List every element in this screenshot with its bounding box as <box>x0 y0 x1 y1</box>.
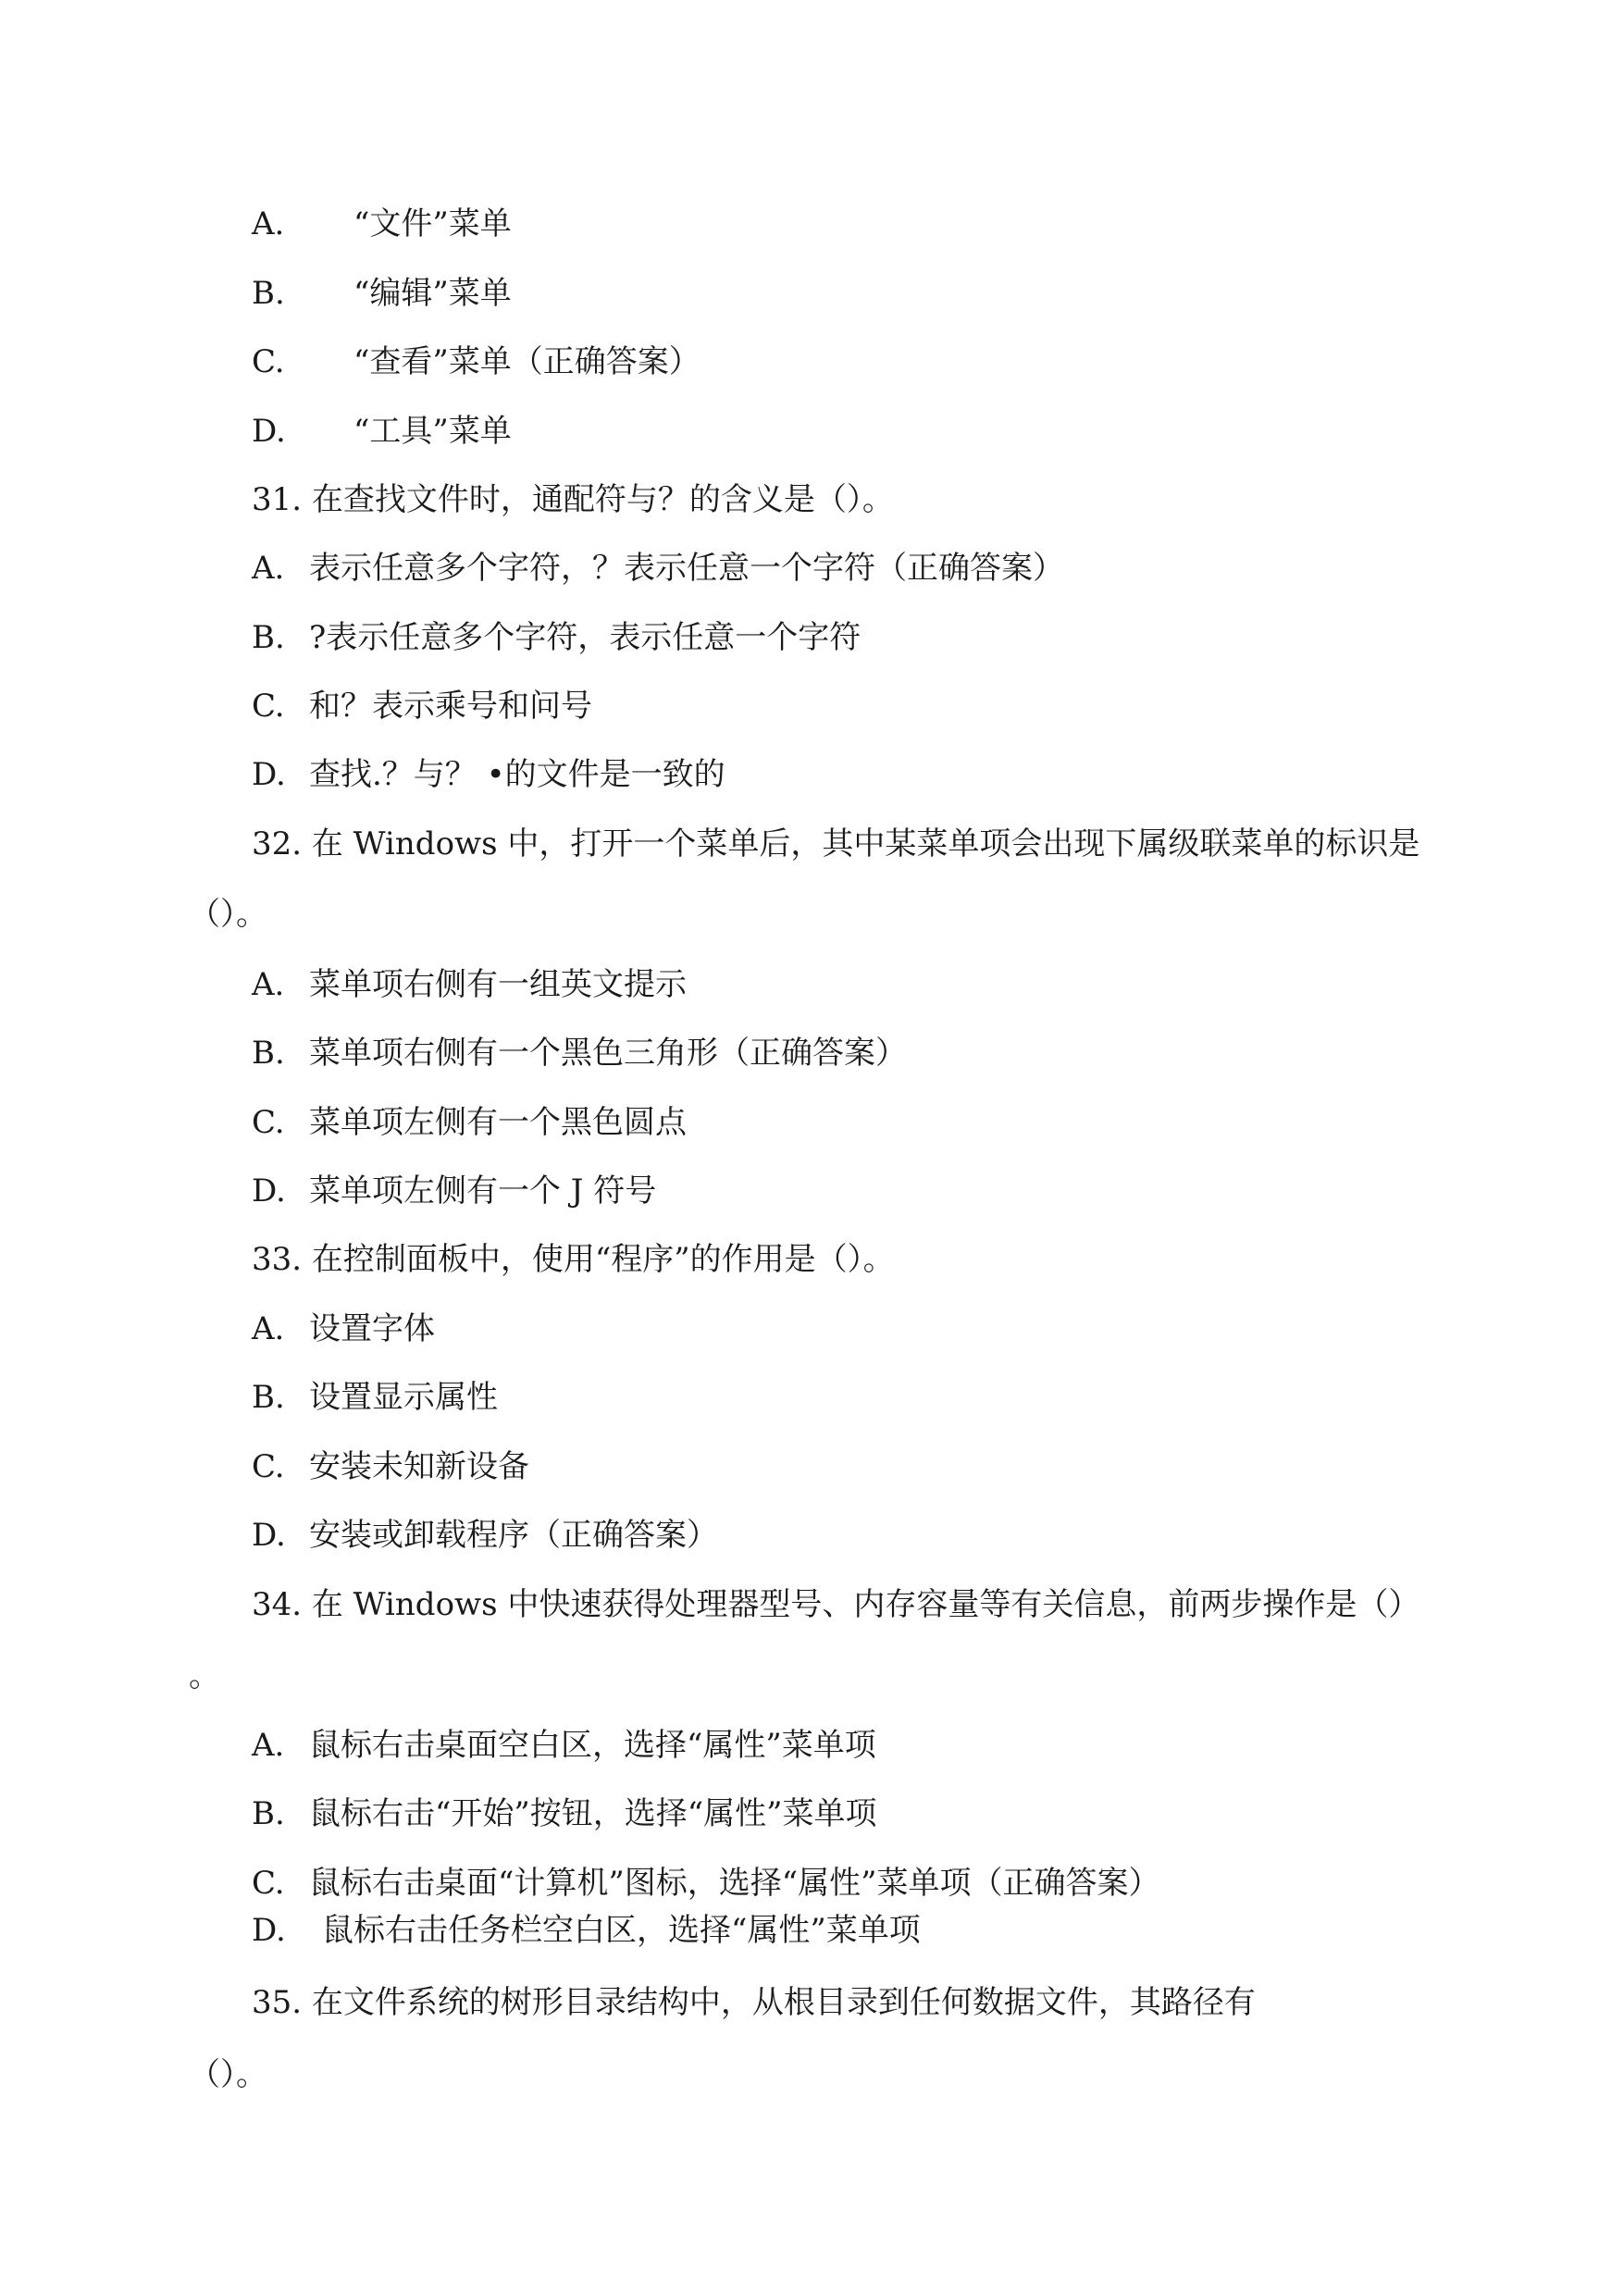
q31-option-a <box>252 550 1064 587</box>
option-letter: C. <box>252 1448 285 1485</box>
option-text: 设置字体 <box>309 1310 435 1347</box>
option-letter: C. <box>252 688 285 725</box>
q34-option-a <box>252 1727 876 1764</box>
option-letter: A. <box>252 966 285 1003</box>
option-text: “工具”菜单 <box>353 413 512 450</box>
question-35-stem: 35. 在文件系统的树形目录结构中，从根目录到任何数据文件，其路径有 <box>252 1984 1256 2021</box>
q32-option-c <box>252 1104 687 1141</box>
option-text: 和？表示乘号和问号 <box>309 688 592 725</box>
option-text: 菜单项右侧有一个黑色三角形（正确答案） <box>309 1035 907 1072</box>
option-text: 表示任意多个字符，？表示任意一个字符（正确答案） <box>309 550 1064 587</box>
q33-option-b <box>252 1379 498 1416</box>
option-letter: A. <box>252 550 285 587</box>
q34-option-d <box>252 1912 921 1949</box>
q33-option-c <box>252 1448 529 1485</box>
option-text: 安装或卸载程序（正确答案） <box>309 1517 718 1554</box>
q33-option-a <box>252 1310 435 1347</box>
q31-option-b <box>252 619 861 656</box>
question-33-stem: 33. 在控制面板中，使用“程序”的作用是（）。 <box>252 1241 895 1278</box>
option-text: “查看”菜单（正确答案） <box>353 343 700 380</box>
q32-option-d <box>252 1172 656 1210</box>
prev-option-a <box>252 205 512 242</box>
question-32-stem-continuation: （）。 <box>189 896 267 933</box>
option-text: 鼠标右击任务栏空白区，选择“属性”菜单项 <box>322 1912 921 1949</box>
q34-option-c <box>252 1865 1160 1902</box>
option-text: 安装未知新设备 <box>309 1448 529 1485</box>
option-text: 菜单项左侧有一个 J 符号 <box>309 1172 657 1210</box>
q32-option-a <box>252 966 687 1003</box>
option-text: 设置显示属性 <box>309 1379 498 1416</box>
option-letter: B. <box>252 1795 285 1832</box>
option-text: 查找.？与？ •的文件是一致的 <box>309 756 725 793</box>
option-letter: B. <box>252 619 285 656</box>
prev-option-d <box>252 413 512 450</box>
option-letter: D. <box>252 756 286 793</box>
prev-option-c <box>252 343 700 380</box>
option-letter: B. <box>252 1379 285 1416</box>
question-34-stem: 34. 在 Windows 中快速获得处理器型号、内存容量等有关信息，前两步操作是（） <box>252 1586 1420 1623</box>
option-letter: D. <box>252 1912 286 1949</box>
option-text: 鼠标右击桌面空白区，选择“属性”菜单项 <box>309 1727 876 1764</box>
q31-option-d <box>252 756 725 793</box>
q34-option-b <box>252 1795 877 1832</box>
question-34-stem-continuation: 。 <box>189 1657 220 1694</box>
option-letter: D. <box>252 1172 286 1210</box>
option-letter: A. <box>252 205 285 242</box>
option-letter: D. <box>252 1517 286 1554</box>
option-text: ?表示任意多个字符，表示任意一个字符 <box>309 619 862 656</box>
option-letter: D. <box>252 413 286 450</box>
q31-option-c <box>252 688 592 725</box>
option-letter: B. <box>252 275 285 312</box>
option-letter: B. <box>252 1035 285 1072</box>
option-text: 菜单项右侧有一组英文提示 <box>309 966 687 1003</box>
option-text: “文件”菜单 <box>353 205 512 242</box>
option-text: 鼠标右击桌面“计算机”图标，选择“属性”菜单项（正确答案） <box>309 1865 1160 1902</box>
question-35-stem-continuation: （）。 <box>189 2056 267 2093</box>
q32-option-b <box>252 1035 907 1072</box>
option-letter: A. <box>252 1310 285 1347</box>
question-32-stem: 32. 在 Windows 中，打开一个菜单后，其中某菜单项会出现下属级联菜单的标识是 <box>252 825 1420 862</box>
option-letter: C. <box>252 1865 285 1902</box>
option-text: “编辑”菜单 <box>353 275 512 312</box>
option-letter: C. <box>252 1104 285 1141</box>
q33-option-d <box>252 1517 718 1554</box>
option-text: 菜单项左侧有一个黑色圆点 <box>309 1104 687 1141</box>
option-letter: A. <box>252 1727 285 1764</box>
option-text: 鼠标右击“开始”按钮，选择“属性”菜单项 <box>309 1795 877 1832</box>
prev-option-b <box>252 275 512 312</box>
question-31-stem: 31. 在查找文件时，通配符与？的含义是（）。 <box>252 481 894 518</box>
option-letter: C. <box>252 343 285 380</box>
